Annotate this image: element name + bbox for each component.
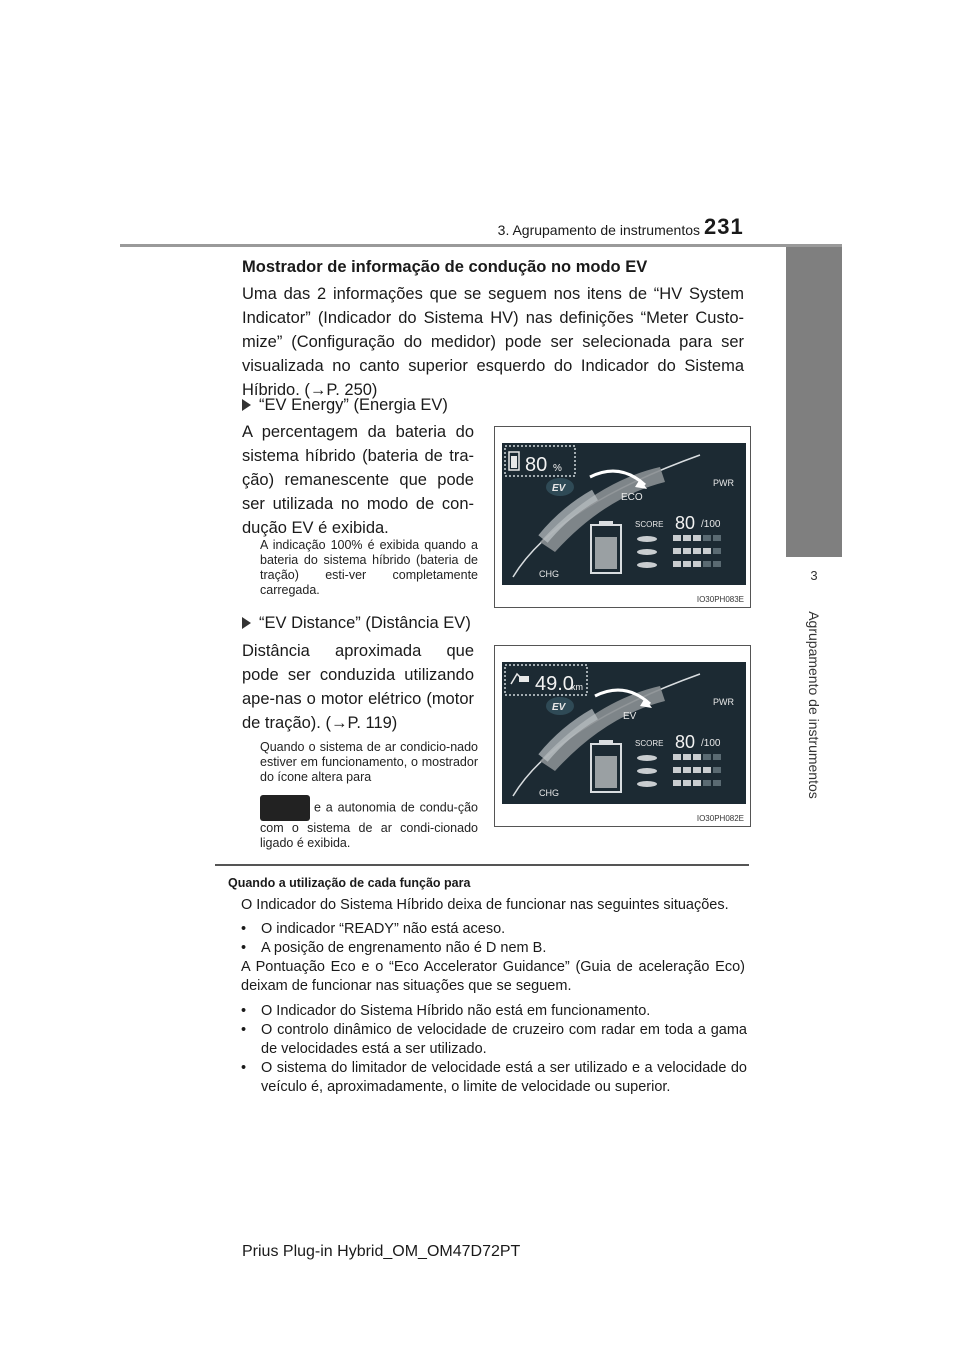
svg-text:/100: /100 (701, 738, 721, 749)
ev-distance-title: “EV Distance” (Distância EV) (242, 614, 471, 633)
notes-list-1 (241, 920, 747, 958)
notes-paragraph-1: O Indicador do Sistema Híbrido deixa de funcionar nas seguintes situações. (241, 897, 729, 913)
list-item: • O indicador “READY” não está aceso. (241, 921, 506, 937)
list-item: • A posição de engrenamento não é D nem B. (241, 940, 547, 956)
ev-distance-note-continued: e a autonomia de condu-ção com o sistema de ar condi-cionado ligado é exibida. (260, 795, 478, 851)
ev-distance-figure (494, 645, 751, 827)
header-section-title: 3. Agrupamento de instrumentos (497, 222, 700, 238)
page-number: 231 (704, 214, 744, 239)
list-item: • O sistema do limitador de velocidade está a ser utilizado e a velocidade do veículo é, aproximadamente, o limite de velocidade ou superior. (241, 1060, 747, 1095)
list-item: • O Indicador do Sistema Híbrido não está em funcionamento. (241, 1003, 651, 1019)
triangle-bullet-icon (242, 399, 251, 411)
ev-energy-title: “EV Energy” (Energia EV) (242, 396, 448, 415)
ev-energy-unit: % (553, 463, 562, 474)
svg-text:EV: EV (552, 702, 566, 713)
svg-text:80: 80 (675, 732, 696, 752)
svg-text:/100: /100 (701, 519, 721, 530)
svg-text:EV: EV (623, 711, 637, 722)
ev-energy-description: A percentagem da bateria do sistema híbrido (bateria de tra-ção) remanescente que pode ser utilizada no modo de con-dução EV é exibida. (242, 423, 474, 537)
svg-text:CHG: CHG (539, 788, 559, 798)
ev-energy-figure (494, 426, 751, 608)
svg-text:CHG: CHG (539, 569, 559, 579)
notes-heading: Quando a utilização de cada função para (228, 876, 471, 890)
notes-paragraph-2: A Pontuação Eco e o “Eco Accelerator Guidance” (Guia de aceleração Eco) deixam de funcionar nas situações que se seguem. (241, 959, 745, 994)
air-conditioning-ev-icon (260, 795, 310, 821)
section-divider (215, 864, 749, 866)
chapter-number: 3 (810, 568, 818, 583)
notes-list-2 (241, 1002, 747, 1097)
footer-manual-id: Prius Plug-in Hybrid_OM_OM47D72PT (242, 1243, 521, 1260)
ev-energy-value: 80 (525, 454, 548, 476)
svg-text:PWR: PWR (713, 478, 734, 488)
intro-paragraph: Uma das 2 informações que se seguem nos itens de “HV System Indicator” (Indicador do Sistema HV) nas definições “Meter Custo-mize” (Configuração do medidor) pode ser selecionada para ser visualizada no canto superior esquerdo do Indicador do Sistema Híbrido. (→P. 250) (242, 285, 744, 399)
figure-code: IO30PH082E (696, 814, 744, 823)
ev-distance-description: Distância aproximada que pode ser conduzida utilizando ape-nas o motor elétrico (motor de tração). (→P. 119) (242, 642, 474, 732)
ev-distance-unit: km (571, 682, 583, 692)
hybrid-indicator-display (495, 427, 750, 607)
svg-text:SCORE: SCORE (635, 739, 664, 748)
svg-text:PWR: PWR (713, 697, 734, 707)
figure-code: IO30PH083E (696, 595, 744, 604)
ev-distance-note: Quando o sistema de ar condicio-nado estiver em funcionamento, o mostrador do ícone altera para (260, 740, 478, 784)
hybrid-indicator-display (495, 646, 750, 826)
ev-distance-value: 49.0 (535, 673, 574, 695)
svg-text:EV: EV (552, 483, 566, 494)
header-rule (120, 244, 842, 247)
triangle-bullet-icon (242, 617, 251, 629)
svg-text:SCORE: SCORE (635, 520, 664, 529)
chapter-tab (786, 247, 842, 557)
list-item: • O controlo dinâmico de velocidade de cruzeiro com radar em toda a gama de velocidades está a ser utilizado. (241, 1022, 747, 1057)
ev-energy-note: A indicação 100% é exibida quando a bateria do sistema híbrido (bateria de tração) esti-ver completamente carregada. (260, 538, 478, 597)
section-heading: Mostrador de informação de condução no modo EV (242, 258, 648, 276)
chapter-label: Agrupamento de instrumentos (806, 611, 822, 799)
svg-text:ECO: ECO (621, 492, 643, 503)
svg-text:80: 80 (675, 513, 696, 533)
